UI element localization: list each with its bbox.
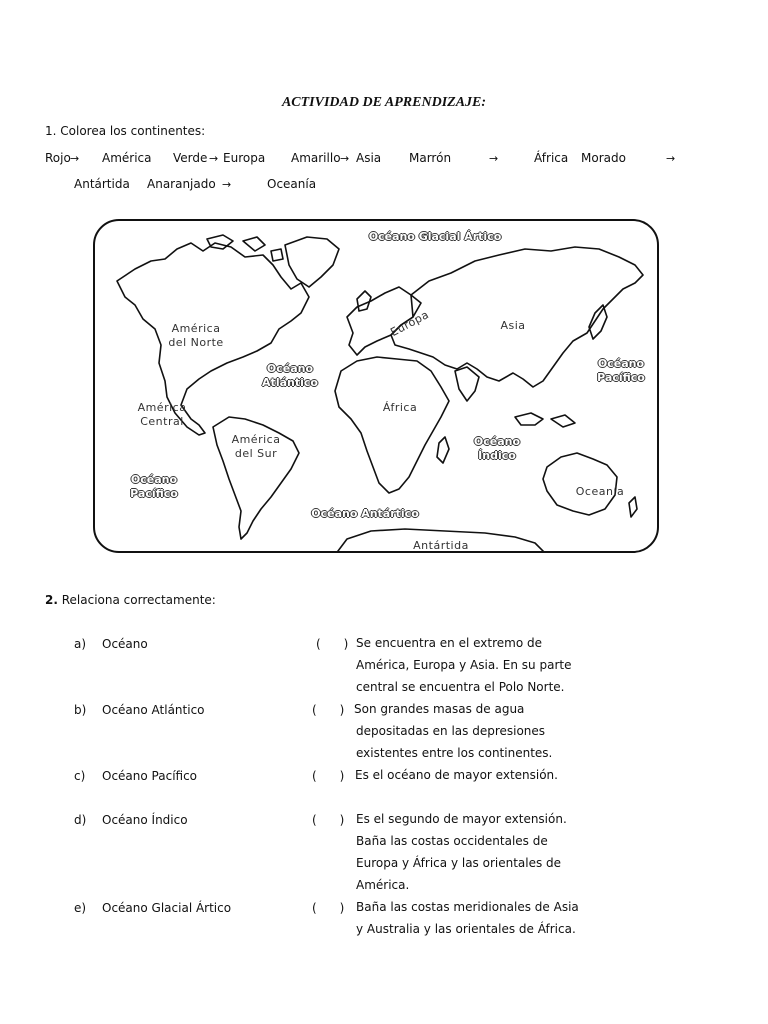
row-description: Es el océano de mayor extensión.: [355, 768, 558, 782]
continent-label: Oceanía: [267, 177, 317, 191]
arrow-icon: →: [489, 152, 499, 165]
madagascar-shape: [437, 437, 449, 463]
antarctic-ocean-label: Océano Antártico: [311, 507, 419, 520]
q2-heading-text: Relaciona correctamente:: [61, 593, 216, 607]
africa-shape: [335, 357, 449, 493]
answer-blank[interactable]: ( ): [316, 637, 349, 651]
row-letter: d): [74, 813, 87, 827]
continent-label: Europa: [223, 151, 266, 165]
world-map-outline: [95, 221, 659, 553]
continent-label: Antártida: [74, 177, 130, 191]
color-label: Marrón: [409, 151, 452, 165]
japan-shape: [589, 305, 607, 339]
row-description: Son grandes masas de agua depositadas en las depresiones existentes entre los continentes.: [354, 702, 553, 760]
north-america-label: América del Norte: [168, 322, 224, 349]
answer-blank[interactable]: ( ): [312, 703, 345, 717]
q2-number: 2.: [45, 593, 58, 607]
color-label: Verde: [173, 151, 208, 165]
arrow-icon: →: [666, 152, 676, 165]
row-description: Es el segundo de mayor extensión. Baña las costas occidentales de Europa y África y las orientales de América.: [356, 812, 567, 892]
atlantic-ocean-label: Océano Atlántico: [262, 362, 318, 389]
india-shape: [455, 367, 479, 401]
row-description: Baña las costas meridionales de Asia y Australia y las orientales de África.: [356, 900, 579, 936]
row-description: Se encuentra en el extremo de América, Europa y Asia. En su parte central se encuentra el Polo Norte.: [356, 636, 572, 694]
q2-heading: [45, 593, 216, 607]
row-letter: e): [74, 901, 87, 915]
uk-shape: [357, 291, 371, 311]
pacific-ocean-west-label: Océano Pacífico: [130, 473, 178, 500]
row-name: Océano Glacial Ártico: [102, 901, 232, 915]
row-name: Océano Pacífico: [102, 769, 198, 783]
row-letter: b): [74, 703, 87, 717]
color-label: Anaranjado: [147, 177, 216, 191]
indian-ocean-label: Océano Índico: [473, 435, 521, 462]
page-title: ACTIVIDAD DE APRENDIZAJE:: [281, 95, 487, 110]
africa-label: África: [382, 401, 418, 414]
world-map: [93, 219, 659, 553]
color-label: Amarillo: [291, 151, 341, 165]
europe-label: Europa: [388, 308, 432, 340]
asia-label: Asia: [500, 319, 526, 332]
row-name: Océano: [102, 637, 148, 651]
greenland-shape: [285, 237, 339, 287]
central-america-label: América Central: [137, 401, 187, 428]
row-letter: a): [74, 637, 87, 651]
color-label: Morado: [581, 151, 626, 165]
row-name: Océano Índico: [102, 813, 188, 827]
continent-label: Asia: [356, 151, 382, 165]
australia-shape: [543, 453, 617, 515]
answer-blank[interactable]: ( ): [312, 901, 345, 915]
new-zealand-shape: [629, 497, 637, 517]
oceania-label: Oceanía: [575, 485, 625, 498]
indonesia-shape: [515, 413, 575, 427]
q1-heading: 1. Colorea los continentes:: [45, 124, 206, 138]
antarctica-label: Antártida: [413, 539, 469, 552]
answer-blank[interactable]: ( ): [312, 769, 345, 783]
south-america-label: América del Sur: [231, 433, 281, 460]
arrow-icon: →: [340, 152, 350, 165]
continent-label: África: [534, 151, 569, 165]
arrow-icon: →: [70, 152, 80, 165]
row-letter: c): [74, 769, 86, 783]
arctic-ocean-label: Océano Glacial Ártico: [368, 230, 502, 243]
continent-label: América: [102, 151, 152, 165]
arrow-icon: →: [209, 152, 219, 165]
pacific-ocean-east-label: Océano Pacífico: [597, 357, 645, 384]
arrow-icon: →: [222, 178, 232, 191]
answer-blank[interactable]: ( ): [312, 813, 345, 827]
row-name: Océano Atlántico: [102, 703, 205, 717]
color-label: Rojo: [45, 151, 71, 165]
